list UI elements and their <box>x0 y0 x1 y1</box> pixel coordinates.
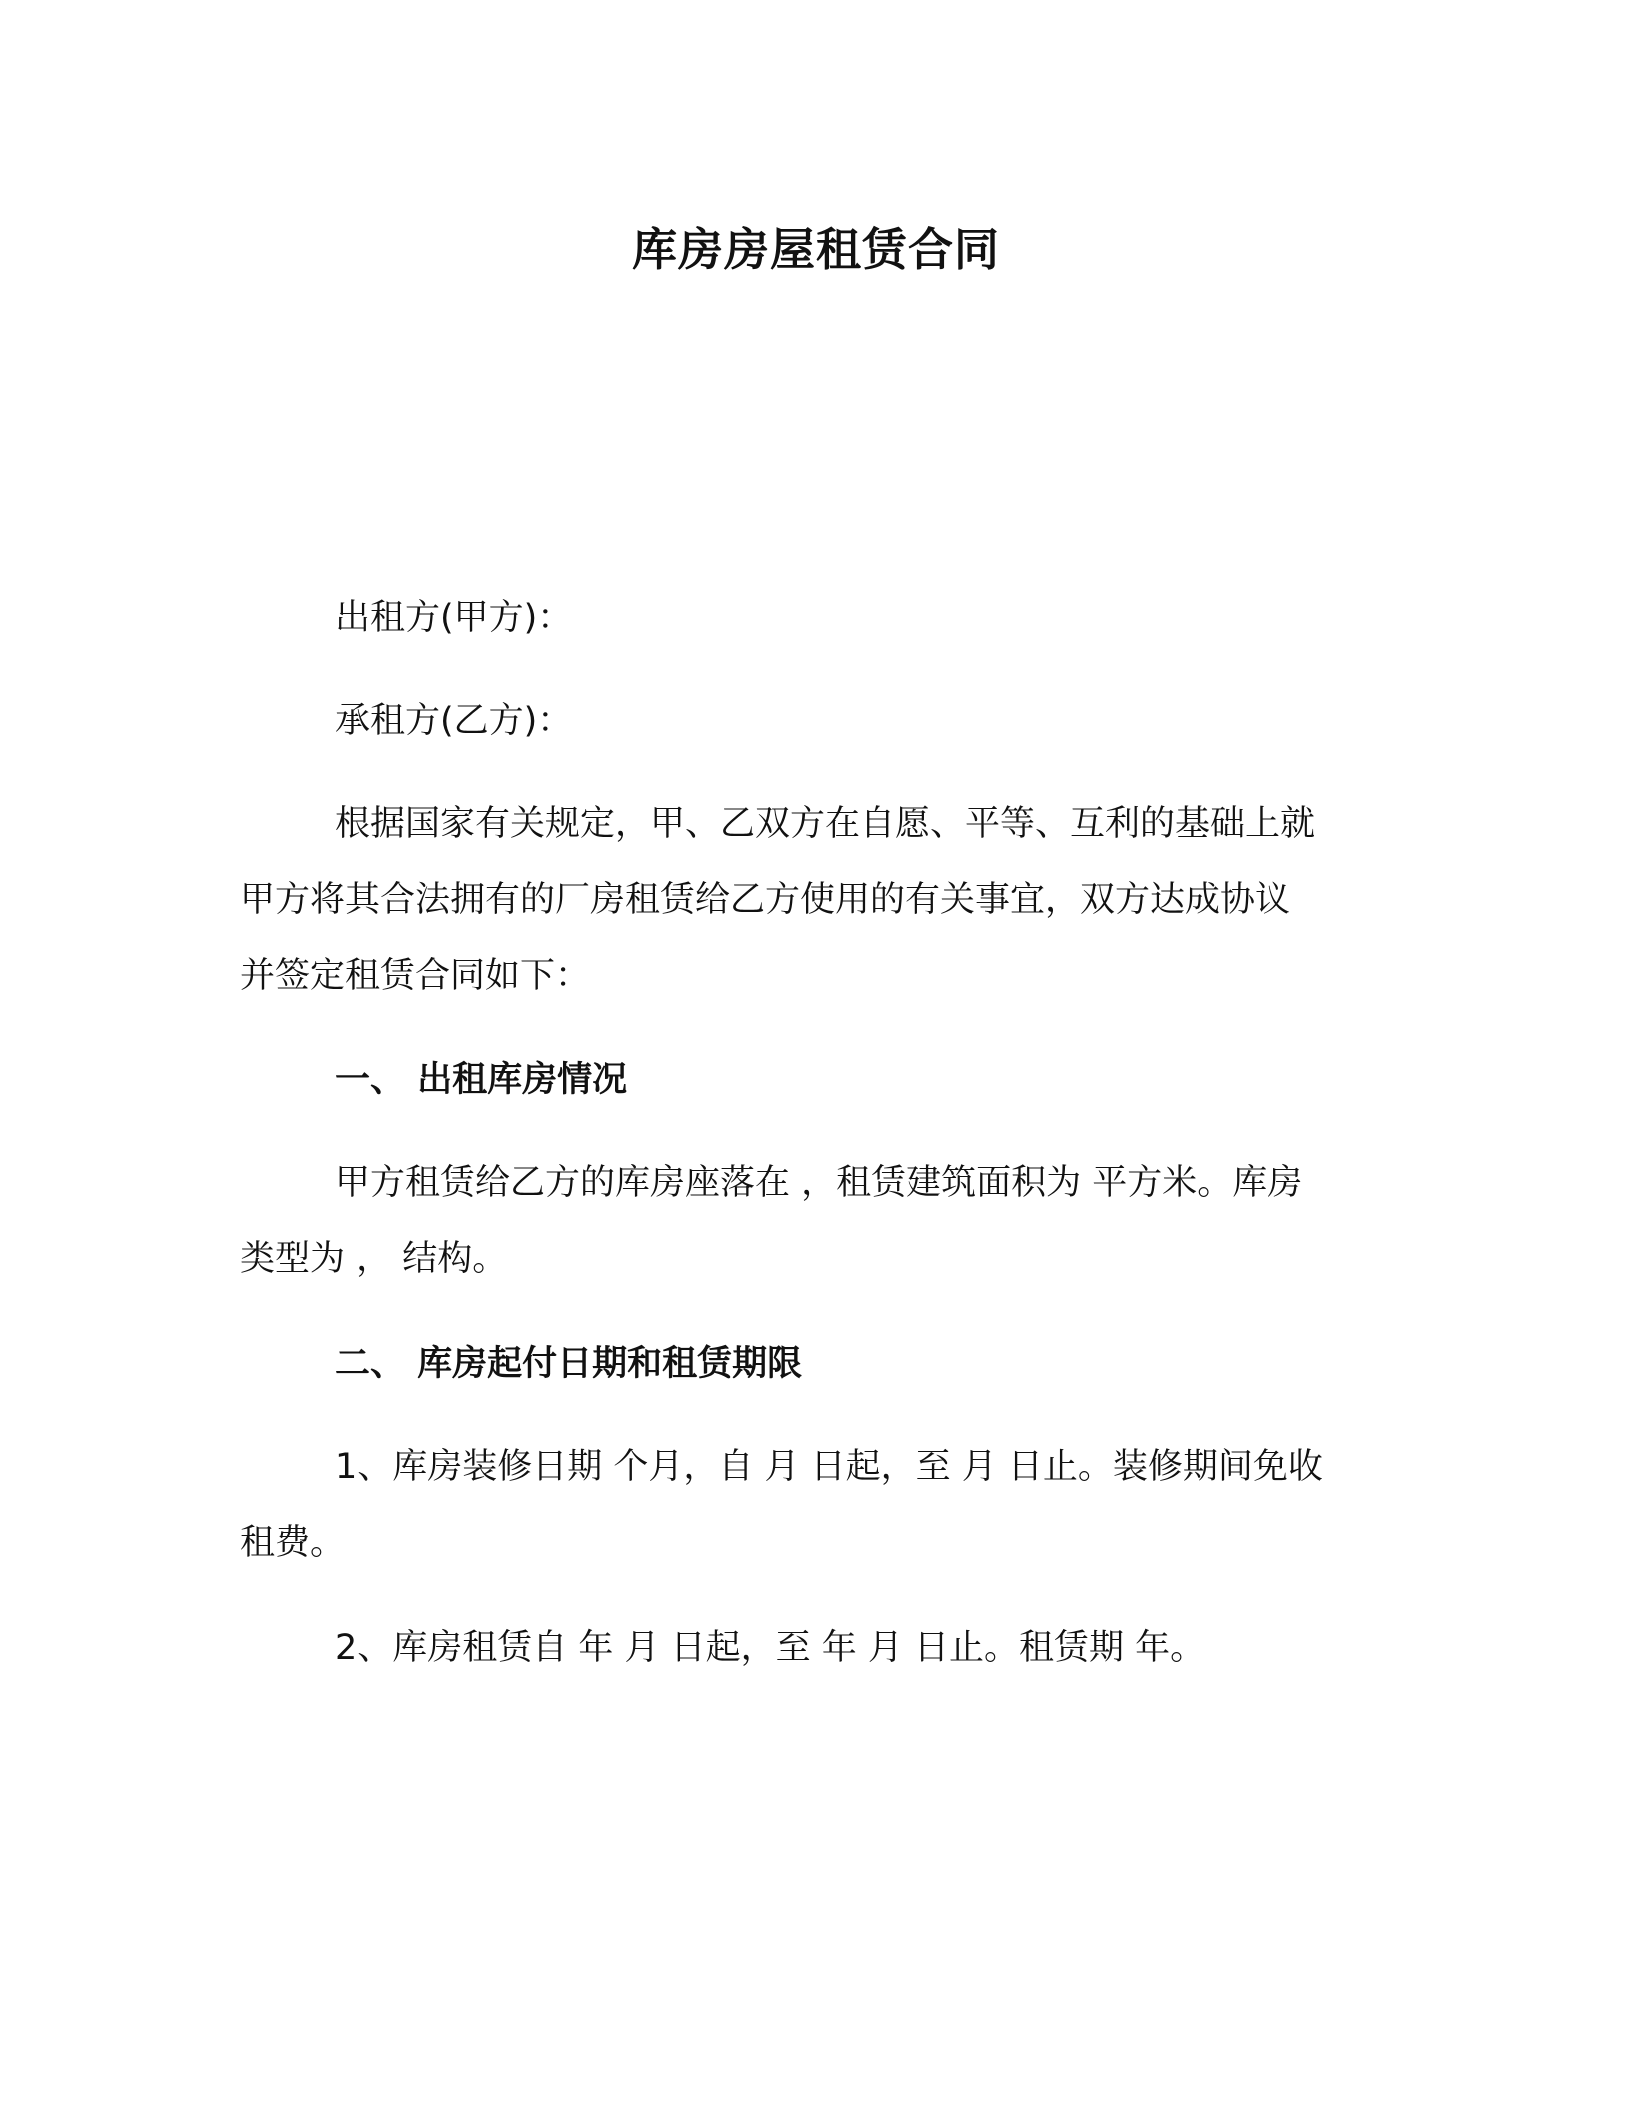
document-title: 库房房屋租赁合同 <box>631 223 1000 276</box>
party-a-line: 出租方(甲方)： <box>335 598 573 638</box>
section-1-paragraph <box>240 1145 1400 1297</box>
intro-paragraph <box>240 786 1400 1014</box>
section-1-line-2: 类型为 ， 结构。 <box>240 1239 508 1279</box>
section-2-item-2: 2、库房租赁自 年 月 日起，至 年 月 日止。租赁期 年。 <box>335 1628 1206 1668</box>
intro-line-3: 并签定租赁合同如下： <box>240 956 591 996</box>
section-1-line-1: 甲方租赁给乙方的库房座落在 ，租赁建筑面积为 平方米。库房 <box>335 1163 1303 1203</box>
section-1-heading: 一、 出租库房情况 <box>335 1060 628 1100</box>
party-b-line: 承租方(乙方)： <box>335 701 573 741</box>
section-2-heading: 二、 库房起付日期和租赁期限 <box>335 1344 803 1384</box>
section-2-item-1-line-2: 租费。 <box>240 1523 346 1563</box>
intro-line-1: 根据国家有关规定，甲、乙双方在自愿、平等、互利的基础上就 <box>335 804 1316 844</box>
intro-line-2: 甲方将其合法拥有的厂房租赁给乙方使用的有关事宜，双方达成协议 <box>240 880 1291 920</box>
section-2-item-1-line-1: 1、库房装修日期 个月，自 月 日起，至 月 日止。装修期间免收 <box>335 1447 1323 1487</box>
section-2-item-1 <box>240 1429 1400 1581</box>
